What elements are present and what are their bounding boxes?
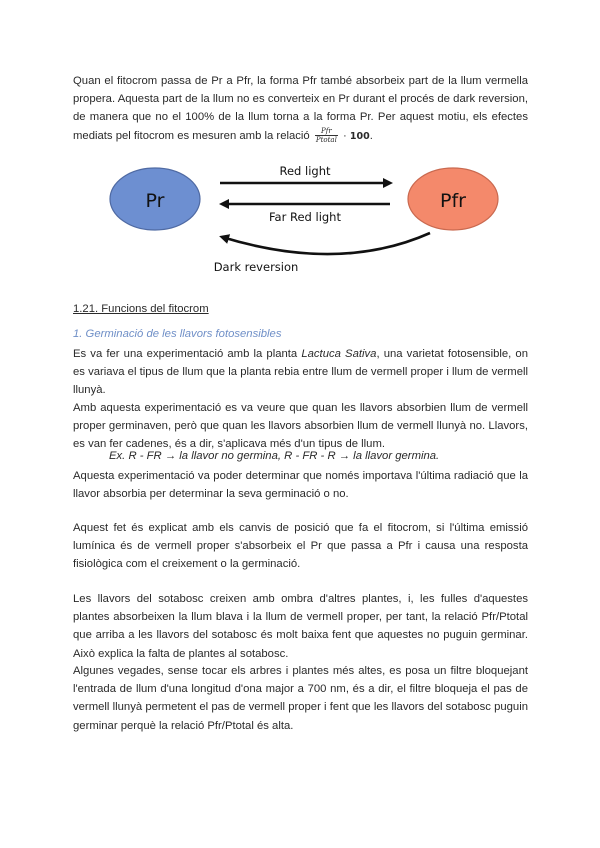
paragraph-2: Amb aquesta experimentació es va veure que quan les llavors absorbien llum de vermell proper germinaven, però que quan les llavors absorbien llum de vermell llunyà no. Llavors, es van fer cadenes, és a dir, s'aplicava més d'un tipus de llum. (73, 402, 528, 451)
fraction-denominator: Ptotal (315, 136, 337, 145)
species-name: Lactuca Sativa (301, 348, 377, 360)
ratio-fraction (315, 127, 338, 144)
p1-text-a: Es va fer una experimentació amb la planta (73, 348, 302, 360)
pfr-label: Pfr (440, 190, 466, 212)
pr-label: Pr (145, 190, 165, 212)
fraction-numerator: Pfr (315, 127, 338, 136)
dark-reversion-curve (222, 233, 430, 254)
times-symbol: · (342, 129, 347, 142)
phytochrome-diagram (100, 155, 520, 280)
p1-text-b: , una varietat fotosensible, on es variava el tipus de llum que la planta rebia entre llum de vermell proper i llum de vermell llunyà. (73, 348, 528, 397)
section-subheading: 1. Germinació de les llavors fotosensibles (73, 328, 282, 340)
paragraph-3: Aquesta experimentació va poder determinar que només importava l'última radiació que la llavor absorbia per determinar la seva germinació o no. (73, 470, 528, 501)
dark-reversion-label: Dark reversion (213, 260, 299, 274)
factor-value: 100 (349, 130, 370, 142)
far-red-light-label: Far Red light (269, 210, 341, 224)
paragraph-1 (73, 345, 528, 400)
intro-paragraph (73, 72, 528, 146)
red-light-label: Red light (279, 164, 331, 178)
intro-text: Quan el fitocrom passa de Pr a Pfr, la forma Pfr també absorbeix part de la llum vermella propera. Aquesta part de la llum no es converteix en Pr durant el procés de dark reversion, de manera que no el 100% de la llum torna a la forma Pr. Per aquest motiu, els efectes mediats pel fitocrom es mesuren amb la relació (73, 75, 528, 142)
paragraph-5: Les llavors del sotabosc creixen amb ombra d'altres plantes, i, les fulles d'aquestes plantes absorbeixen la llum blava i la llum de vermell proper, per tant, la relació Pfr/Ptotal que arriba a les llavors del sotabosc és molt baixa fent que aquestes no puguin germinar. Això explica la falta de plantes al sotabosc. (73, 593, 528, 660)
paragraph-4: Aquest fet és explicat amb els canvis de posició que fa el fitocrom, si l'última emissió lumínica és de vermell proper s'absorbeix el Pr que passa a Pfr i causa una resposta fisiològica com el creixement o la germinació. (73, 522, 528, 571)
intro-end: . (369, 129, 373, 142)
example-line: Ex. R - FR → la llavor no germina, R - FR - R → la llavor germina. (109, 450, 440, 462)
section-heading: 1.21. Funcions del fitocrom (73, 303, 209, 315)
paragraph-6: Algunes vegades, sense tocar els arbres i plantes més altes, es posa un filtre bloquejant l'entrada de llum d'una longitud d'ona major a 700 nm, és a dir, el filtre bloqueja el pas de vermell llunyà permetent el pas de vermell proper i fent que les llavors del sotabosc puguin germinar perquè la relació Pfr/Ptotal és alta. (73, 665, 528, 732)
